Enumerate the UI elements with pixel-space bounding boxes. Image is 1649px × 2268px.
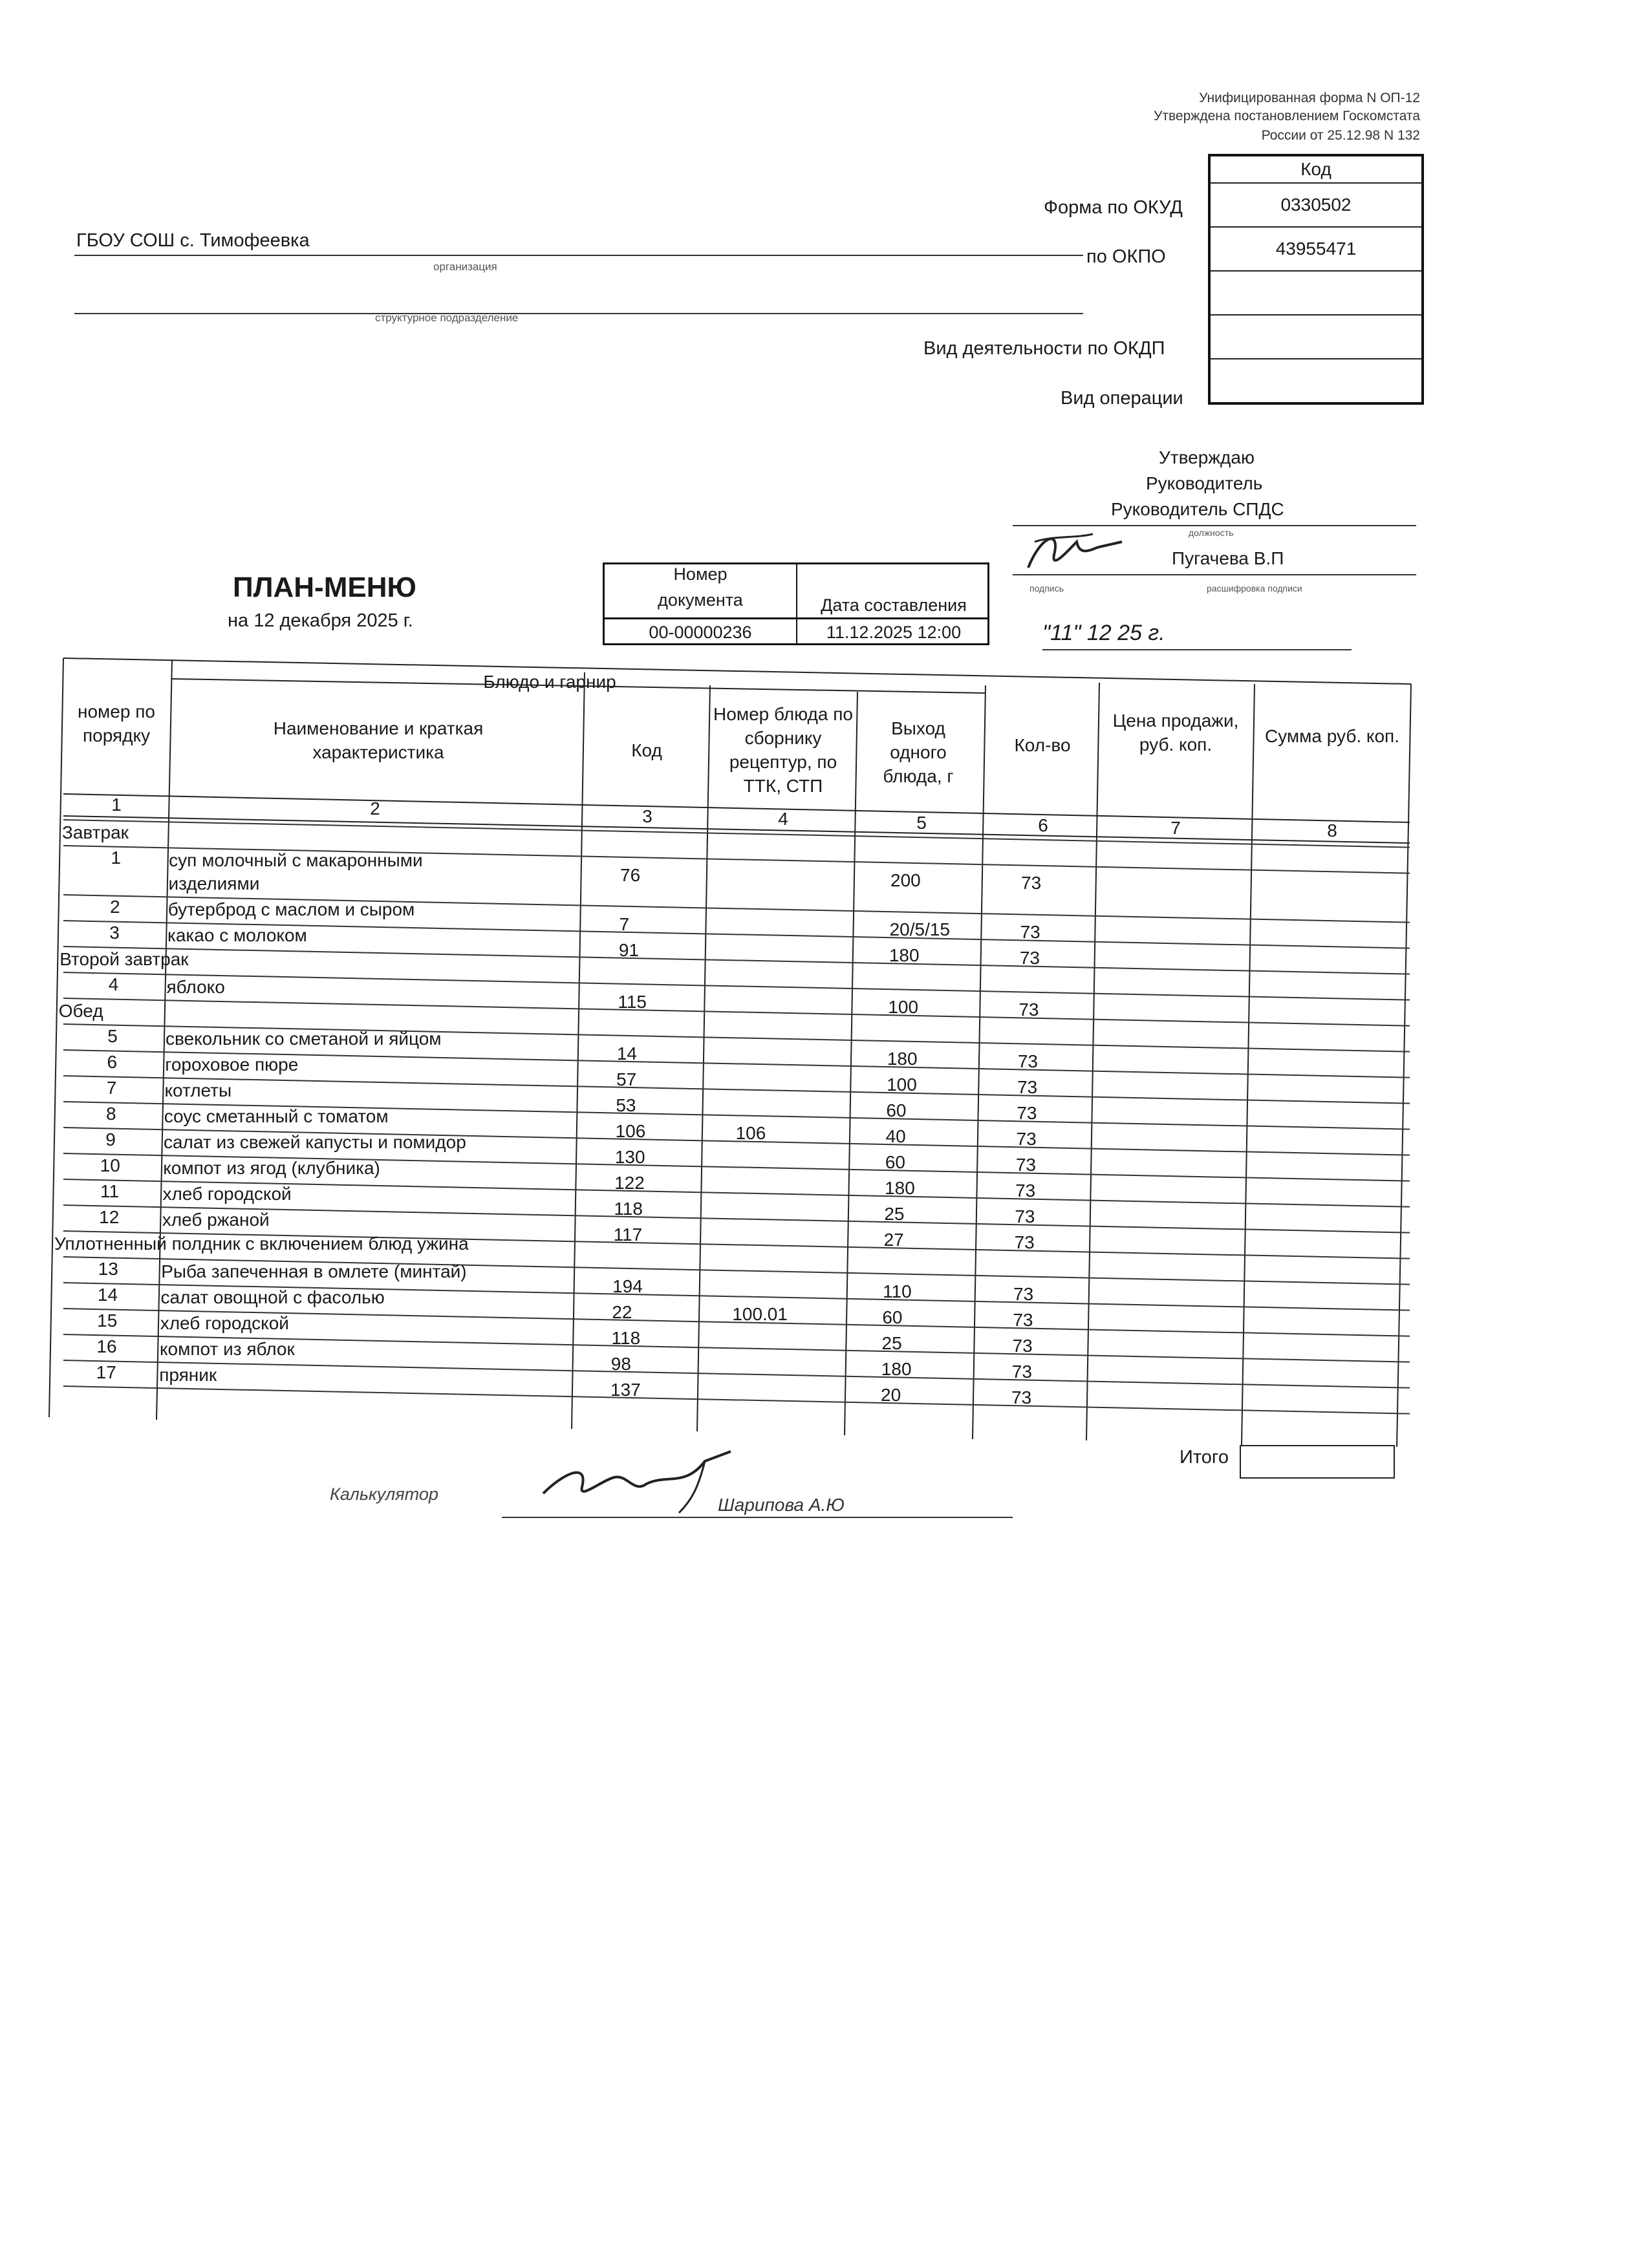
row-yield: 40: [885, 1126, 906, 1147]
row-number: 4: [108, 974, 119, 995]
row-code: 76: [620, 864, 641, 885]
col-header-yield: Выход одного блюда, г: [883, 718, 954, 786]
okpo-label: по ОКПО: [1086, 246, 1166, 267]
row-yield: 20: [881, 1385, 901, 1406]
section-title: Обед: [58, 1000, 103, 1021]
row-qty: 73: [1014, 1232, 1035, 1253]
section-title: Второй завтрак: [59, 948, 189, 969]
row-qty: 73: [1021, 873, 1042, 893]
row-number: 7: [106, 1078, 117, 1098]
row-qty: 73: [1012, 1336, 1033, 1356]
operation-label: Вид операции: [1061, 388, 1183, 409]
organization-caption: организация: [433, 261, 497, 273]
col-header-code: Код: [631, 740, 662, 760]
department-caption: структурное подразделение: [375, 312, 519, 324]
row-qty: 73: [1011, 1387, 1032, 1408]
col-number-7: 7: [1170, 818, 1181, 838]
row-number: 2: [109, 897, 120, 917]
row-number: 3: [109, 923, 120, 943]
department-line: [74, 313, 1083, 314]
row-number: 14: [97, 1285, 118, 1305]
row-code: 130: [614, 1146, 645, 1167]
col-number-6: 6: [1038, 815, 1048, 835]
col-number-4: 4: [778, 809, 788, 829]
calculator-signature: [537, 1448, 744, 1519]
row-name: котлеты: [164, 1080, 232, 1101]
row-qty: 73: [1017, 1077, 1038, 1098]
row-name: бутерброд с маслом и сыром: [167, 899, 415, 920]
calculator-role: Калькулятор: [330, 1484, 438, 1504]
doc-date-label: Дата составления: [821, 595, 967, 615]
col-header-num: номер по порядку: [78, 701, 155, 745]
row-name: компот из ягод (клубника): [163, 1158, 380, 1179]
row-qty: 73: [1011, 1362, 1032, 1382]
row-number: 12: [99, 1207, 120, 1228]
col-number-8: 8: [1327, 820, 1337, 840]
total-label: Итого: [1180, 1447, 1229, 1468]
row-code: 91: [618, 939, 639, 960]
row-name-cont: изделиями: [168, 873, 260, 894]
row-qty: 73: [1013, 1284, 1034, 1305]
row-qty: 73: [1019, 948, 1040, 968]
signature-caption: подпись: [1029, 583, 1064, 594]
col-number-3: 3: [642, 806, 652, 826]
row-yield: 100: [887, 1075, 917, 1095]
row-code: 115: [618, 991, 647, 1012]
row-number: 8: [105, 1104, 116, 1124]
extra-code-cell: [1211, 270, 1421, 314]
doc-box-hline: [605, 617, 987, 619]
row-code: 57: [616, 1069, 637, 1089]
row-code: 7: [619, 914, 630, 934]
row-yield: 60: [885, 1152, 905, 1173]
doc-number-label-2: документа: [658, 590, 743, 610]
row-yield: 180: [885, 1178, 915, 1199]
row-yield: 20/5/15: [889, 919, 950, 940]
row-code: 106: [615, 1120, 646, 1141]
page-subtitle: на 12 декабря 2025 г.: [228, 610, 413, 631]
row-number: 16: [96, 1336, 117, 1357]
row-name: салат овощной с фасолью: [160, 1287, 385, 1308]
name-caption: расшифровка подписи: [1207, 583, 1302, 594]
row-number: 10: [100, 1155, 120, 1176]
okud-label: Форма по ОКУД: [1044, 197, 1183, 218]
col-number-2: 2: [370, 798, 380, 818]
row-yield: 60: [882, 1307, 903, 1328]
form-note-line3: России от 25.12.98 N 132: [1261, 128, 1420, 143]
row-name: компот из яблок: [159, 1339, 295, 1360]
approve-position: Руководитель СПДС: [1111, 499, 1284, 519]
row-yield: 100: [888, 997, 919, 1018]
row-code: 117: [613, 1224, 643, 1245]
row-yield: 25: [884, 1204, 905, 1225]
row-yield: 25: [881, 1333, 902, 1354]
organization-line: [74, 255, 1083, 256]
row-qty: 73: [1017, 1103, 1037, 1124]
approver-name: Пугачева В.П: [1172, 548, 1284, 568]
page-title: ПЛАН-МЕНЮ: [233, 572, 416, 603]
col-header-qty: Кол-во: [1014, 735, 1071, 755]
row-name: салат из свежей капусты и помидор: [163, 1132, 466, 1153]
approve-label: Утверждаю: [1159, 447, 1255, 467]
row-name: хлеб городской: [162, 1184, 292, 1204]
doc-date-value: 11.12.2025 12:00: [826, 623, 962, 642]
form-note-line1: Унифицированная форма N ОП-12: [1199, 91, 1420, 105]
row-recipe: 106: [735, 1123, 766, 1144]
col-number-5: 5: [916, 813, 927, 833]
organization-name: ГБОУ СОШ с. Тимофеевка: [76, 230, 310, 251]
row-number: 17: [96, 1362, 116, 1383]
row-yield: 110: [883, 1281, 912, 1302]
doc-number-value: 00-00000236: [649, 623, 752, 642]
approval-date: "11" 12 25 г.: [1042, 621, 1165, 645]
row-number: 5: [107, 1026, 118, 1047]
section-title: Уплотненный полдник с включением блюд ужина: [54, 1233, 469, 1254]
row-code: 194: [612, 1276, 643, 1296]
row-name: хлеб ржаной: [162, 1210, 270, 1230]
row-name: соус сметанный с томатом: [164, 1106, 389, 1127]
row-name: пряник: [159, 1365, 217, 1385]
row-qty: 73: [1015, 1181, 1036, 1201]
row-name: яблоко: [166, 977, 225, 998]
row-qty: 73: [1015, 1206, 1035, 1227]
doc-box-vline: [796, 564, 797, 643]
row-code: 137: [610, 1379, 641, 1400]
code-header: Код: [1300, 159, 1331, 179]
row-name: Рыба запеченная в омлете (минтай): [161, 1261, 467, 1282]
row-code: 122: [614, 1172, 645, 1193]
okud-value: 0330502: [1211, 182, 1421, 226]
row-qty: 73: [1018, 1000, 1039, 1020]
row-name: свекольник со сметаной и яйцом: [165, 1029, 442, 1049]
row-yield: 180: [889, 945, 920, 966]
okdp-label: Вид деятельности по ОКДП: [923, 338, 1165, 359]
row-code: 22: [612, 1301, 632, 1322]
row-qty: 73: [1013, 1310, 1033, 1331]
row-code: 53: [616, 1095, 636, 1115]
col-header-recipe: Номер блюда по сборнику рецептур, по ТТК, СТП: [713, 704, 853, 796]
row-code: 98: [610, 1353, 631, 1374]
calculator-line: [502, 1517, 1013, 1518]
row-recipe: 100.01: [732, 1304, 788, 1325]
code-box: [1208, 154, 1424, 405]
calculator-name: Шарипова А.Ю: [718, 1495, 845, 1515]
col-header-name: Наименование и краткая характеристика: [273, 718, 484, 762]
form-note-line2: Утверждена постановлением Госкомстата: [1154, 109, 1420, 123]
row-name: какао с молоком: [167, 925, 307, 946]
position-caption: должность: [1189, 528, 1234, 538]
row-number: 13: [98, 1259, 118, 1279]
okdp-value: [1211, 314, 1421, 358]
row-yield: 60: [886, 1100, 907, 1121]
row-yield: 27: [883, 1230, 904, 1250]
row-number: 11: [100, 1181, 120, 1202]
col-header-price: Цена продажи, руб. коп.: [1112, 711, 1239, 754]
approval-date-line: [1042, 649, 1352, 650]
col-header-dish-group: Блюдо и гарнир: [483, 672, 616, 692]
row-qty: 73: [1020, 922, 1040, 943]
col-number-1: 1: [111, 795, 122, 815]
row-number: 9: [105, 1129, 116, 1150]
row-number: 15: [97, 1311, 118, 1331]
row-name: суп молочный с макаронными: [169, 850, 423, 871]
row-yield: 200: [890, 870, 921, 891]
row-qty: 73: [1017, 1051, 1038, 1072]
row-qty: 73: [1015, 1155, 1036, 1175]
row-name: хлеб городской: [160, 1313, 289, 1334]
row-code: 118: [614, 1198, 643, 1219]
row-yield: 180: [887, 1049, 918, 1069]
col-header-sum: Сумма руб. коп.: [1264, 726, 1399, 746]
row-qty: 73: [1016, 1129, 1037, 1150]
row-yield: 180: [881, 1359, 912, 1380]
section-title: Завтрак: [61, 822, 129, 842]
okpo-value: 43955471: [1211, 226, 1421, 270]
approver-signature: [1015, 522, 1125, 584]
document-number-box: [603, 562, 989, 645]
row-number: 6: [107, 1052, 118, 1073]
row-code: 118: [611, 1327, 641, 1348]
operation-value: [1211, 358, 1421, 402]
approve-role: Руководитель: [1146, 473, 1263, 493]
doc-number-label-1: Номер: [673, 564, 727, 584]
row-name: гороховое пюре: [165, 1054, 299, 1075]
row-code: 14: [616, 1043, 637, 1064]
row-number: 1: [111, 848, 121, 868]
